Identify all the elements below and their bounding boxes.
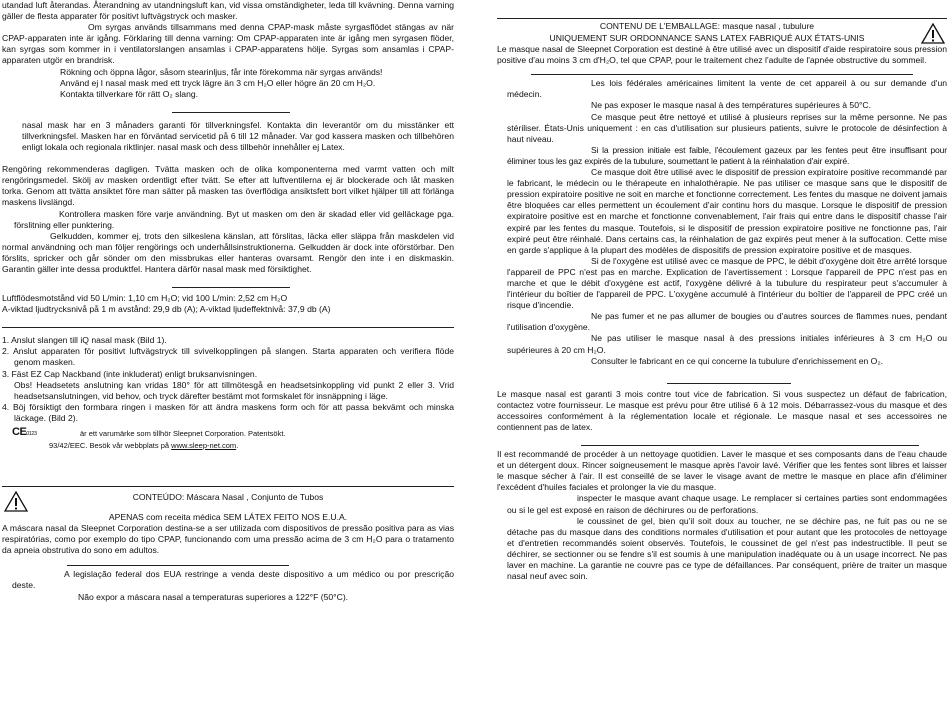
- pt-temperature: Não expor a máscara nasal a temperaturas superiores a 122°F (50°C).: [78, 591, 349, 602]
- pt-intended-use: A máscara nasal da Sleepnet Corporation destina-se a ser utilizada com dispositivos de pressão positiva para as vias respiratórias, como por exemplo do tipo CPAP, funcionando com uma pressão acima de 3 cm H₂O para o tratamento da apneia obstrutiva do sono em adultos.: [2, 523, 454, 556]
- sv-trademark: är ett varumärke som tillhör Sleepnet Corporation. Patentsökt.: [80, 429, 286, 438]
- left-column: [2, 0, 454, 603]
- fr-inspect: inspecter le masque avant chaque usage. Le remplacer si certaines parties sont endommagées ou si le gel est exposé en raison de déchirures ou de perforations.: [507, 493, 947, 515]
- ce-block: [2, 426, 454, 452]
- fr-intended-use: Le masque nasal de Sleepnet Corporation est destiné à être utilisé avec un dispositif d'aide respiratoire sous pression positive d'au moins 3 cm d'H₂O, tel que CPAP, pour le traitement chez l'adulte de l'apnée obstructive du sommeil.: [497, 44, 947, 66]
- sv-step-2: 2. Anslut apparaten för positivt luftvägstryck till svivelkopplingen på slangen. Starta apparaten och verifiera flöde genom masken.: [2, 346, 454, 368]
- fr-contact: Consulter le fabricant en ce qui concerne la tubulure d'enrichissement en O₂.: [591, 355, 884, 366]
- fr-federal-law: Les lois fédérales américaines limitent la vente de cet appareil à ou sur demande d'un médecin.: [507, 78, 947, 100]
- sv-oxygen-warning: Om syrgas används tillsammans med denna CPAP-mask måste syrgasflödet stängas av när CPAP-apparaten inte är igång. Förklaring till denna varning: Om CPAP-apparaten inte är igång men syrgasen flöder, kan syrgas som kommer in i ventilatorslangen ansamlas i CPAP-apparatens hölje. Syrgas som ansamlas i CPAP-apparaten utgör en brandrisk.: [2, 22, 454, 66]
- sv-directive: 93/42/EEC. Besök vår webbplats på www.sleep-net.com.: [49, 441, 239, 450]
- sv-step-note: Obs! Headsetets anslutning kan vridas 180° för att tillmötesgå en headsetsinkoppling vid punkt 2 eller 3. Vrid headsetsanslutningen, vid behov, och tryck därefter bestämt mot formskalet för insnäppning i läge.: [14, 379, 454, 401]
- sv-contact-text: Kontakta tillverkare för rätt O₂ slang.: [60, 88, 199, 99]
- fr-warranty: Le masque nasal est garanti 3 mois contre tout vice de fabrication. Si vous suspectez un défaut de fabrication, contactez votre fournisseur. Le masque est prévu pour être utilisé 6 à 12 mois. Débarrassez-vous du masque et des accessoires conformément à la réglementation locale et régionale. Le masque nasal et ses accessoires ne contiennent pas de latex.: [497, 388, 947, 432]
- sv-pressure-warning: Använd ej I nasal mask med ett tryck lägre än 3 cm H₂O eller högre än 20 cm H₂O.: [60, 77, 376, 88]
- sv-warranty-text: nasal mask har en 3 månaders garanti för tillverkningsfel. Kontakta din leverantör om du misstänker ett tillverkningsfel. Masken har en förväntad servicetid på 6 till 12 månader. Var god kassera masken och tillbehören enligt lokala och regionala riktlinjer. nasal mask och dess tillbehör innehåller ej Latex.: [22, 119, 454, 153]
- fr-low-pressure: Si la pression initiale est faible, l'écoulement gazeux par les fentes peut être insuffisant pour éliminer tous les gaz expirés de la tubulure, soumettant le patient à la réinhalation d'air expiré.: [507, 144, 947, 166]
- fr-temperature: Ne pas exposer le masque nasal à des températures supérieures à 50°C.: [591, 100, 872, 111]
- fr-oxygen-warning: Si de l'oxygène est utilisé avec ce masque de PPC, le débit d'oxygène doit être arrêté lorsque l'appareil de PPC n'est pas en marche. Explication de l'avertissement : Lorsque l'appareil de PPC n'est pas en marche et que le débit d'oxygène est actif, l'oxygène délivré à la tubulure du respirateur peut s'accumuler à l'intérieur du boîtier de l'appareil de PPC. L'oxygène accumulé à l'intérieur du boîtier de l'appareil de PPC créé un risque d'incendie.: [507, 255, 947, 311]
- sv-smoking-warning: Rökning och öppna lågor, såsom stearinljus, får inte förekomma när syrgas används!: [60, 66, 383, 77]
- sv-step-3: 3. Fäst EZ Cap Nackband (inte inkluderat) enligt bruksanvisningen.: [2, 368, 258, 379]
- pt-header: [2, 487, 454, 512]
- sv-step-1: 1. Anslut slangen till iQ nasal mask (Bild 1).: [2, 335, 167, 346]
- warning-icon: [4, 491, 28, 512]
- fr-reuse: Ce masque peut être nettoyé et utilisé à plusieurs reprises sur la même personne. Ne pas stériliser. États-Unis uniquement : en cas d'utilisation sur plusieurs patients, suivre le protocole de désinfection à haut niveau.: [507, 111, 947, 144]
- sv-inspect-text: Kontrollera masken före varje användning. Byt ut masken om den är skadad eller vid gelläckage pga. förslitning eller punktering.: [14, 208, 454, 230]
- sv-spec-noise: A-viktad ljudtrycksnivå på 1 m avstånd: 29,9 db (A); A-viktad ljudeffektnivå: 37,9 db (A): [2, 304, 331, 315]
- fr-header: [497, 19, 947, 31]
- fr-smoking-warning: Ne pas fumer et ne pas allumer de bougies ou d'autres sources de flammes nues, pendant l'utilisation d'oxygène.: [507, 311, 947, 333]
- pt-contents: CONTEÚDO: Máscara Nasal , Conjunto de Tubos: [132, 492, 324, 502]
- website-link[interactable]: www.sleep-net.com: [171, 441, 237, 450]
- ce-mark: CE0123: [12, 426, 37, 438]
- sv-cleaning-text: Rengöring rekommenderas dagligen. Tvätta masken och de olika komponenterna med varmt vatten och milt rengöringsmedel. Skölj av masken ordentligt efter tvätt. Se efter att luftventilerna ej är blockerade och låt masken torka. Genom att tvätta ansiktet före man sätter på masken tas överflödiga ansiktsfett bort vilket hjälper till att förlänga maskens livslängd.: [2, 164, 454, 208]
- sv-step-4: 4. Böj försiktigt den formbara ringen i masken för att ändra maskens form och för att passa bekvämt och minska läckage. (Bild 2).: [2, 401, 454, 423]
- fr-cleaning: Il est recommandé de procéder à un nettoyage quotidien. Laver le masque et ses composants dans de l'eau chaude et un détergent doux. Rincer soigneusement le masque après l'avoir lavé. Vérifier que les fentes sont libres et laisser le masque sécher à l'air. Il est conseillé de se laver le visage avant de mettre le masque en place afin d'éliminer l'excédent d'huiles faciales et prolonger la vie du masque.: [497, 449, 947, 493]
- sv-warning-text: utandad luft återandas. Återandning av utandningsluft kan, vid vissa omständigheter, leda till kvävning. Denna varning gäller de flesta apparater för positivt luftvägstryck och masker.: [2, 0, 454, 22]
- fr-contents: CONTENU DE L'EMBALLAGE: masque nasal , tubulure: [599, 21, 815, 31]
- pt-restrictions: APENAS com receita médica SEM LÁTEX FEITO NOS E.U.A.: [108, 512, 348, 522]
- sv-spec-resistance: Luftflödesmotstånd vid 50 L/min: 1,10 cm H₂O; vid 100 L/min: 2,52 cm H₂O: [2, 293, 288, 304]
- fr-gel-cushion: le coussinet de gel, bien qu'il soit doux au toucher, ne se déchire pas, ne fuit pas ou ne se détache pas du masque dans des conditions normales d'utilisation et pour autant que les protocoles de nettoyage et d'entretien recommandés soient observés. Toutefois, le coussinet de gel n'est pas indestructible. Il peut se déchirer, se sectionner ou se fendre s'il est soumis à une manipulation inadéquate ou à un usage incorrect. Ne pas laver en machine. La garantie ne couvre pas ce type de défaillances. Par conséquent, prière de traiter un masque nasal neuf avec soin.: [507, 515, 947, 582]
- fr-restrictions: UNIQUEMENT SUR ORDONNANCE SANS LATEX FABRIQUÉ AUX ÉTATS-UNIS: [549, 33, 865, 43]
- pt-federal-law: A legislação federal dos EUA restringe a venda deste dispositivo a um médico ou por prescrição deste.: [12, 569, 454, 591]
- fr-pressure-warning: Ne pas utiliser le masque nasal à des pressions initiales inférieures à 3 cm H₂O ou supérieures à 20 cm H₂O.: [507, 333, 947, 355]
- fr-cpap-warning: Ce masque doit être utilisé avec le dispositif de pression expiratoire positive recommandé par le fabricant, le médecin ou le thérapeute en inhalothérapie. Ne pas utiliser ce masque sans que le dispositif de pression expiratoire positive ne soit en marche et fonctionne correctement. Les fentes du masque ne doivent jamais être bloquées car elles permettent un écoulement d'air continu hors du masque. Lorsque le dispositif de pression expiratoire positive est en marche et fonctionne convenablement, l'air frais qui entre dans le dispositif chasse l'air expiré par les fentes du masque. Toutefois, si le dispositif de pression expiratoire positive ne fonctionne pas, l'air expiré peut être réinhalé. Dans certains cas, la réinhalation de gaz expirés peut mener à la suffocation. Cette mise en garde s'applique à la plupart des modèles de dispositifs de pression expiratoire positive et de masques.: [507, 167, 947, 255]
- right-column: [497, 0, 947, 582]
- warning-icon: [921, 23, 945, 44]
- sv-gel-text: Gelkudden, kommer ej, trots den silkeslena känslan, att förslitas, läcka eller släppa från maskdelen vid normal användning och man följer rengörings och underhållsinstruktionerna. Gelkudden är dock inte oförstörbar. Den förslits, spricker och går sönder om den missbrukas eller hanteras ovarsamt. Rengör den inte i en diskmaskin. Garantin gäller inte dessa produktfel. Hantera därför nasal mask med försiktighet.: [2, 230, 454, 274]
